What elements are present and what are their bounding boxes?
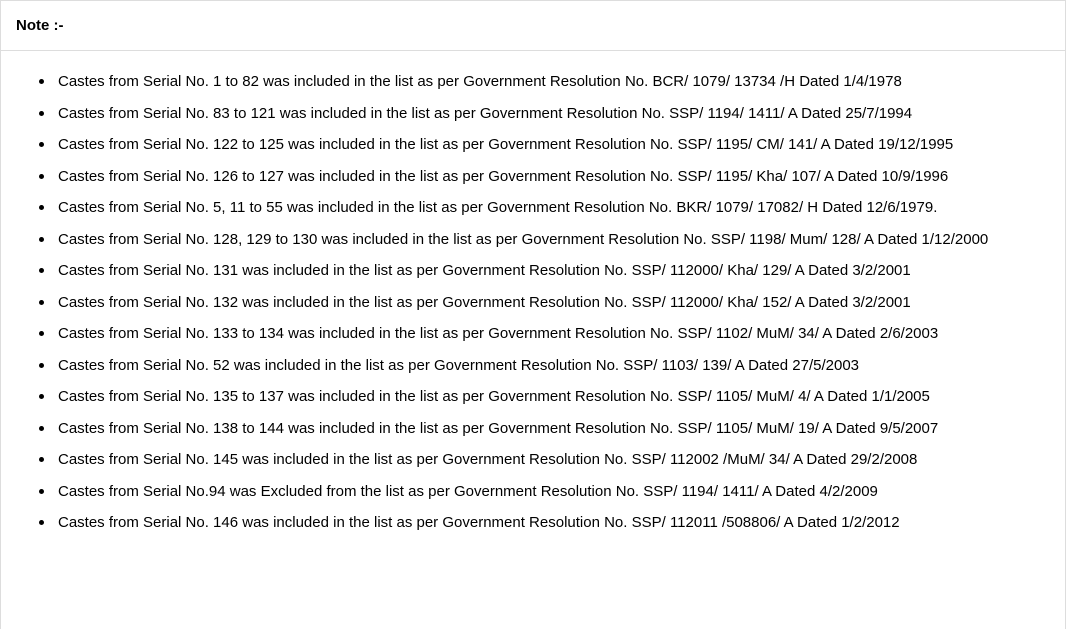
note-item: Castes from Serial No. 131 was included in the list as per Government Resolution No. SSP/ 112000/ Kha/ 129/ A Dated 3/2/2001: [58, 255, 1058, 287]
note-item: Castes from Serial No.94 was Excluded from the list as per Government Resolution No. SSP/ 1194/ 1411/ A Dated 4/2/2009: [58, 476, 1058, 508]
note-item: Castes from Serial No. 145 was included in the list as per Government Resolution No. SSP/ 112002 /MuM/ 34/ A Dated 29/2/2008: [58, 444, 1058, 476]
panel-title: Note :-: [16, 17, 64, 34]
note-item: Castes from Serial No. 146 was included in the list as per Government Resolution No. SSP/ 112011 /508806/ A Dated 1/2/2012: [58, 507, 1058, 539]
note-item: Castes from Serial No. 133 to 134 was included in the list as per Government Resolution No. SSP/ 1102/ MuM/ 34/ A Dated 2/6/2003: [58, 318, 1058, 350]
note-item: Castes from Serial No. 5, 11 to 55 was included in the list as per Government Resolution No. BKR/ 1079/ 17082/ H Dated 12/6/1979.: [58, 192, 1058, 224]
note-item: Castes from Serial No. 52 was included in the list as per Government Resolution No. SSP/ 1103/ 139/ A Dated 27/5/2003: [58, 350, 1058, 382]
panel-header: [1, 1, 1065, 51]
note-item: Castes from Serial No. 138 to 144 was included in the list as per Government Resolution No. SSP/ 1105/ MuM/ 19/ A Dated 9/5/2007: [58, 413, 1058, 445]
notes-list: [1, 66, 1065, 539]
note-item: Castes from Serial No. 128, 129 to 130 was included in the list as per Government Resolution No. SSP/ 1198/ Mum/ 128/ A Dated 1/12/2000: [58, 224, 1058, 256]
note-item: Castes from Serial No. 135 to 137 was included in the list as per Government Resolution No. SSP/ 1105/ MuM/ 4/ A Dated 1/1/2005: [58, 381, 1058, 413]
panel-body: [1, 51, 1065, 539]
note-item: Castes from Serial No. 126 to 127 was included in the list as per Government Resolution No. SSP/ 1195/ Kha/ 107/ A Dated 10/9/1996: [58, 161, 1058, 193]
note-item: Castes from Serial No. 83 to 121 was included in the list as per Government Resolution No. SSP/ 1194/ 1411/ A Dated 25/7/1994: [58, 98, 1058, 130]
note-item: Castes from Serial No. 122 to 125 was included in the list as per Government Resolution No. SSP/ 1195/ CM/ 141/ A Dated 19/12/1995: [58, 129, 1058, 161]
note-item: Castes from Serial No. 1 to 82 was included in the list as per Government Resolution No. BCR/ 1079/ 13734 /H Dated 1/4/1978: [58, 66, 1058, 98]
note-item: Castes from Serial No. 132 was included in the list as per Government Resolution No. SSP/ 112000/ Kha/ 152/ A Dated 3/2/2001: [58, 287, 1058, 319]
